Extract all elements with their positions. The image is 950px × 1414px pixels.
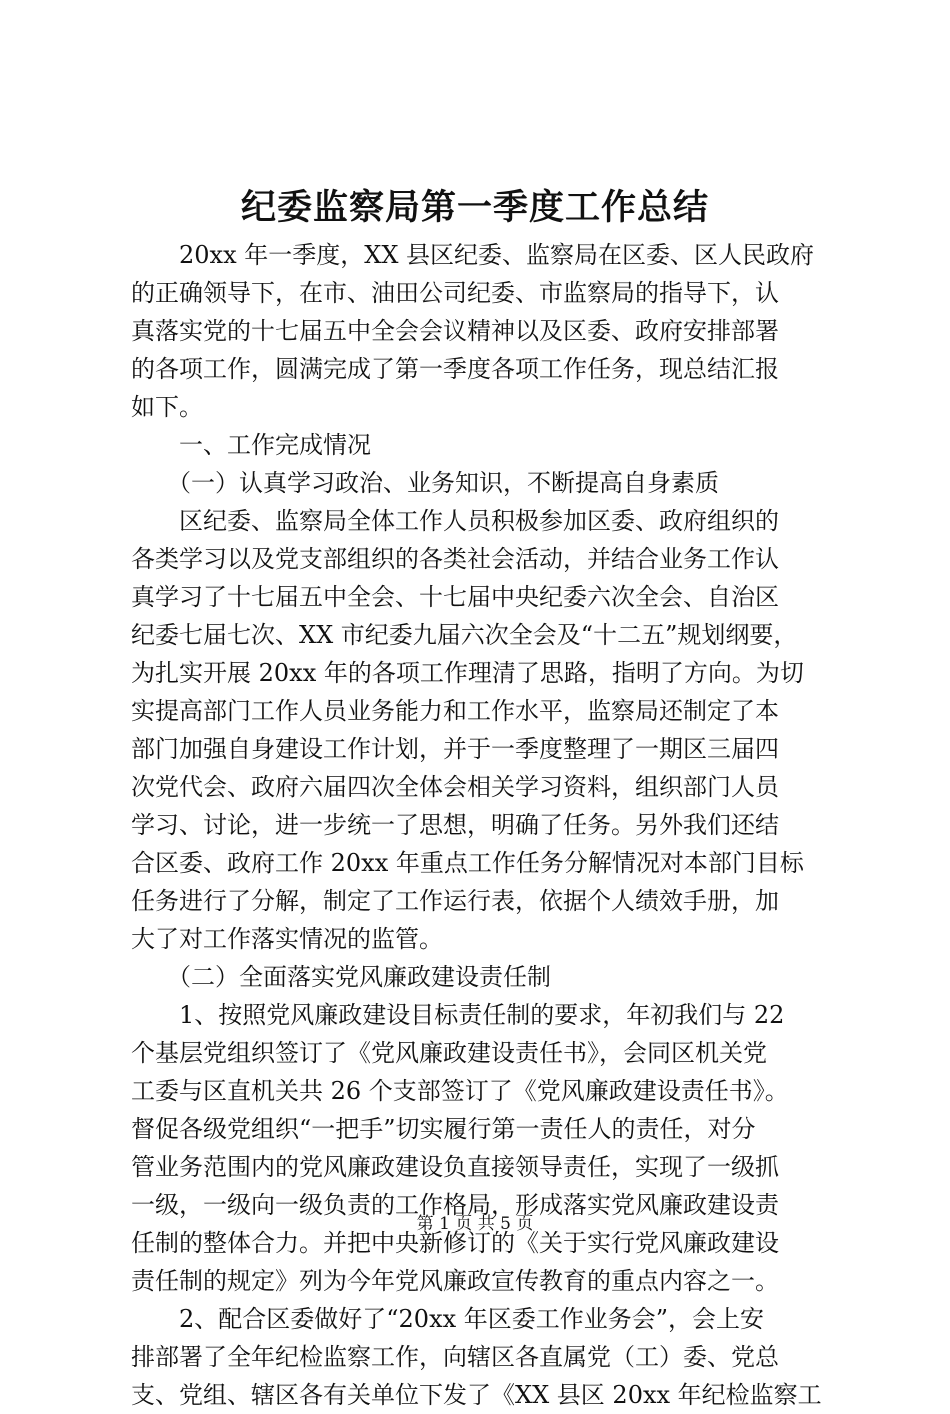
text-line: 支、党组、辖区各有关单位下发了《XX 县区 20xx 年纪检监察工 bbox=[131, 1381, 822, 1409]
text-line: 任务进行了分解，制定了工作运行表，依据个人绩效手册，加 bbox=[131, 887, 779, 915]
text-line: 督促各级党组织“一把手”切实履行第一责任人的责任，对分 bbox=[131, 1115, 756, 1143]
document-title: 纪委监察局第一季度工作总结 bbox=[240, 187, 709, 228]
text-line: 实提高部门工作人员业务能力和工作水平，监察局还制定了本 bbox=[131, 697, 779, 725]
text-line: 个基层党组织签订了《党风廉政建设责任书》，会同区机关党 bbox=[131, 1039, 767, 1067]
page-footer: 第 1 页 共 5 页 bbox=[416, 1214, 534, 1234]
text-line: 的正确领导下，在市、油田公司纪委、市监察局的指导下，认 bbox=[131, 279, 779, 307]
text-line: 区纪委、监察局全体工作人员积极参加区委、政府组织的 bbox=[131, 507, 779, 535]
text-line: 部门加强自身建设工作计划，并于一季度整理了一期区三届四 bbox=[131, 735, 779, 763]
text-line: 一级，一级向一级负责的工作格局，形成落实党风廉政建设责 bbox=[131, 1191, 779, 1219]
text-line: 合区委、政府工作 20xx 年重点工作任务分解情况对本部门目标 bbox=[131, 849, 804, 877]
text-line: 如下。 bbox=[131, 393, 203, 421]
text-line: （一）认真学习政治、业务知识，不断提高自身素质 bbox=[131, 469, 719, 497]
text-line: 纪委七届七次、XX 市纪委九届六次全会及“十二五”规划纲要， bbox=[131, 621, 798, 649]
text-line: 排部署了全年纪检监察工作，向辖区各直属党（工）委、党总 bbox=[131, 1343, 779, 1371]
text-line: 管业务范围内的党风廉政建设负直接领导责任，实现了一级抓 bbox=[131, 1153, 779, 1181]
text-line: 大了对工作落实情况的监管。 bbox=[131, 925, 443, 953]
text-line: 各类学习以及党支部组织的各类社会活动，并结合业务工作认 bbox=[131, 545, 779, 573]
text-line: 2、配合区委做好了“20xx 年区委工作业务会”，会上安 bbox=[131, 1305, 765, 1333]
text-line: 为扎实开展 20xx 年的各项工作理清了思路，指明了方向。为切 bbox=[131, 659, 804, 687]
text-line: 责任制的规定》列为今年党风廉政宣传教育的重点内容之一。 bbox=[131, 1267, 779, 1295]
document-body bbox=[131, 236, 831, 1414]
text-line: 一、工作完成情况 bbox=[131, 431, 371, 459]
text-line: 学习、讨论，进一步统一了思想，明确了任务。另外我们还结 bbox=[131, 811, 779, 839]
text-line: 的各项工作，圆满完成了第一季度各项工作任务，现总结汇报 bbox=[131, 355, 779, 383]
text-line: 20xx 年一季度，XX 县区纪委、监察局在区委、区人民政府 bbox=[131, 241, 815, 269]
text-line: 任制的整体合力。并把中央新修订的《关于实行党风廉政建设 bbox=[131, 1229, 779, 1257]
text-line: （二）全面落实党风廉政建设责任制 bbox=[131, 963, 551, 991]
text-line: 次党代会、政府六届四次全体会相关学习资料，组织部门人员 bbox=[131, 773, 779, 801]
text-line: 工委与区直机关共 26 个支部签订了《党风廉政建设责任书》。 bbox=[131, 1077, 789, 1105]
text-line: 真落实党的十七届五中全会会议精神以及区委、政府安排部署 bbox=[131, 317, 779, 345]
text-line: 1、按照党风廉政建设目标责任制的要求，年初我们与 22 bbox=[131, 1001, 785, 1029]
text-line: 真学习了十七届五中全会、十七届中央纪委六次全会、自治区 bbox=[131, 583, 779, 611]
